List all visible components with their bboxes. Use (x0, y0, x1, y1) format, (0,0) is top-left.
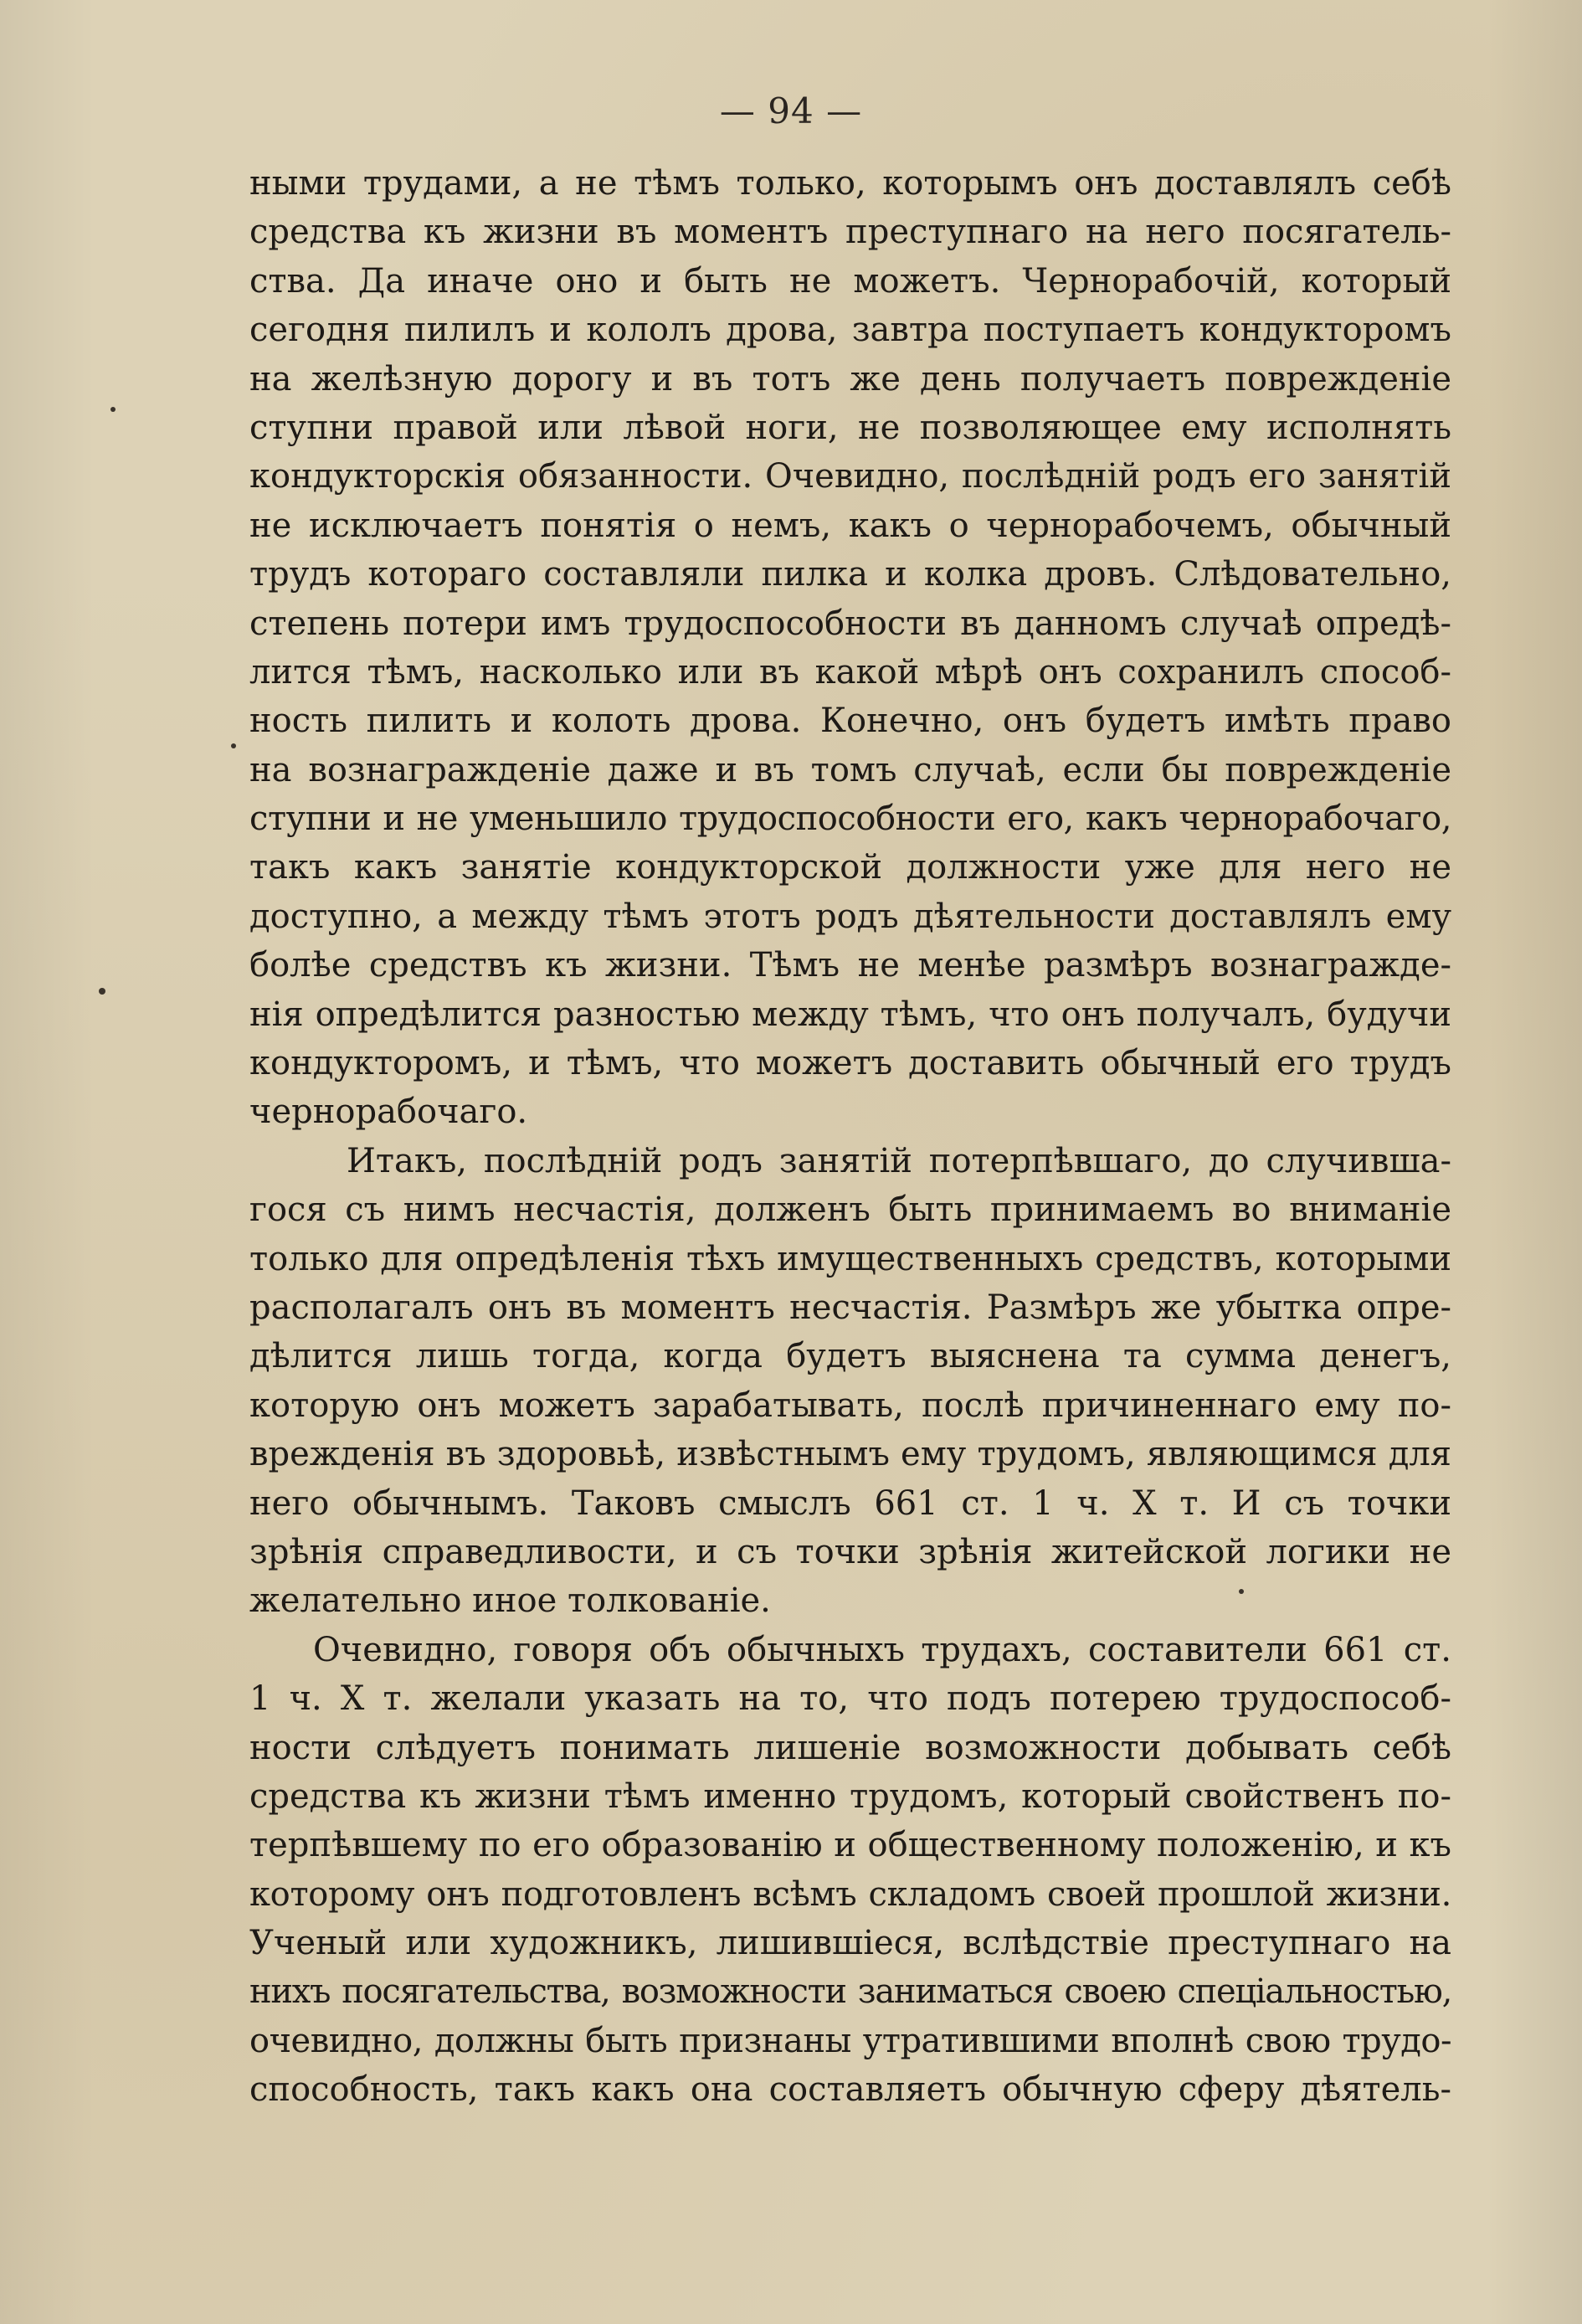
text-line: болѣе средствъ къ жизни. Тѣмъ не менѣе размѣръ вознагражде- (249, 946, 1451, 985)
text-line: средства къ жизни тѣмъ именно трудомъ, который свойственъ по- (249, 1776, 1451, 1816)
text-line: не исключаетъ понятія о немъ, какъ о чернорабочемъ, обычный (249, 506, 1451, 545)
paragraph-2 (249, 1137, 1451, 1626)
text-line: чернорабочаго. (249, 1093, 528, 1132)
paragraph-3 (249, 1626, 1451, 2115)
text-line: на вознагражденіе даже и въ томъ случаѣ, если бы поврежденіе (249, 750, 1451, 789)
text-line: которую онъ можетъ зарабатывать, послѣ причиненнаго ему по- (249, 1386, 1451, 1425)
text-line: кондукторомъ, и тѣмъ, что можетъ доставить обычный его трудъ (249, 1044, 1451, 1083)
text-line: 1 ч. X т. желали указать на то, что подъ потерею трудоспособ- (249, 1679, 1451, 1719)
text-line: ности слѣдуетъ понимать лишеніе возможности добывать себѣ (249, 1728, 1451, 1767)
text-line: кондукторскія обязанности. Очевидно, послѣдній родъ его занятій (249, 457, 1451, 496)
text-line: только для опредѣленія тѣхъ имущественныхъ средствъ, которыми (249, 1239, 1451, 1278)
text-line: доступно, а между тѣмъ этотъ родъ дѣятельности доставлялъ ему (249, 897, 1451, 936)
page-number: — 94 — (719, 90, 863, 131)
text-line: гося съ нимъ несчастія, долженъ быть принимаемъ во вниманіе (249, 1190, 1451, 1230)
paragraph-1 (249, 159, 1451, 1137)
text-line: зрѣнія справедливости, и съ точки зрѣнія житейской логики не (249, 1532, 1451, 1571)
text-line: него обычнымъ. Таковъ смыслъ 661 ст. 1 ч. X т. И съ точки (249, 1483, 1451, 1523)
text-line: Очевидно, говоря объ обычныхъ трудахъ, составители 661 ст. (313, 1630, 1451, 1669)
text-line: ступни правой или лѣвой ноги, не позволяющее ему исполнять (249, 408, 1451, 447)
text-line: нія опредѣлится разностью между тѣмъ, что онъ получалъ, будучи (249, 995, 1451, 1034)
text-line: лится тѣмъ, насколько или въ какой мѣрѣ онъ сохранилъ способ- (249, 652, 1451, 692)
text-line: располагалъ онъ въ моментъ несчастія. Размѣръ же убытка опре- (249, 1288, 1451, 1327)
body-text (249, 159, 1451, 2115)
text-line: ными трудами, а не тѣмъ только, которымъ онъ доставлялъ себѣ (249, 164, 1451, 203)
text-line: трудъ котораго составляли пилка и колка дровъ. Слѣдовательно, (249, 555, 1451, 594)
text-line: средства къ жизни въ моментъ преступнаго на него посягатель- (249, 213, 1451, 252)
text-line: Итакъ, послѣдній родъ занятій потерпѣвшаго, до случивша- (347, 1141, 1451, 1180)
text-line: такъ какъ занятіе кондукторской должности уже для него не (249, 848, 1451, 887)
ink-speck (110, 407, 116, 412)
text-line: способность, такъ какъ она составляетъ обычную сферу дѣятель- (249, 2070, 1451, 2110)
text-line: ступни и не уменьшило трудоспособности его, какъ чернорабочаго, (249, 800, 1451, 839)
ink-speck (99, 988, 105, 995)
text-line: нихъ посягательства, возможности заниматься своею спеціальностью, (249, 1972, 1451, 2012)
text-line: дѣлится лишь тогда, когда будетъ выяснена та сумма денегъ, (249, 1337, 1451, 1376)
text-line: терпѣвшему по его образованію и общественному положенію, и къ (249, 1826, 1451, 1865)
text-line: очевидно, должны быть признаны утратившими вполнѣ свою трудо- (249, 2021, 1451, 2060)
text-line: желательно иное толкованіе. (249, 1581, 771, 1621)
ink-speck (231, 743, 236, 748)
text-line: ства. Да иначе оно и быть не можетъ. Чернорабочій, который (249, 261, 1451, 301)
text-line: врежденія въ здоровьѣ, извѣстнымъ ему трудомъ, являющимся для (249, 1435, 1451, 1474)
text-line: степень потери имъ трудоспособности въ данномъ случаѣ опредѣ- (249, 604, 1451, 643)
text-line: сегодня пилилъ и кололъ дрова, завтра поступаетъ кондукторомъ (249, 311, 1451, 350)
ink-speck (1239, 1589, 1244, 1594)
text-line: ность пилить и колоть дрова. Конечно, онъ будетъ имѣть право (249, 702, 1451, 741)
text-line: которому онъ подготовленъ всѣмъ складомъ своей прошлой жизни. (249, 1874, 1451, 1914)
text-line: на желѣзную дорогу и въ тотъ же день получаетъ поврежденіе (249, 359, 1451, 398)
text-line: Ученый или художникъ, лишившіеся, вслѣдствіе преступнаго на (249, 1924, 1451, 1963)
